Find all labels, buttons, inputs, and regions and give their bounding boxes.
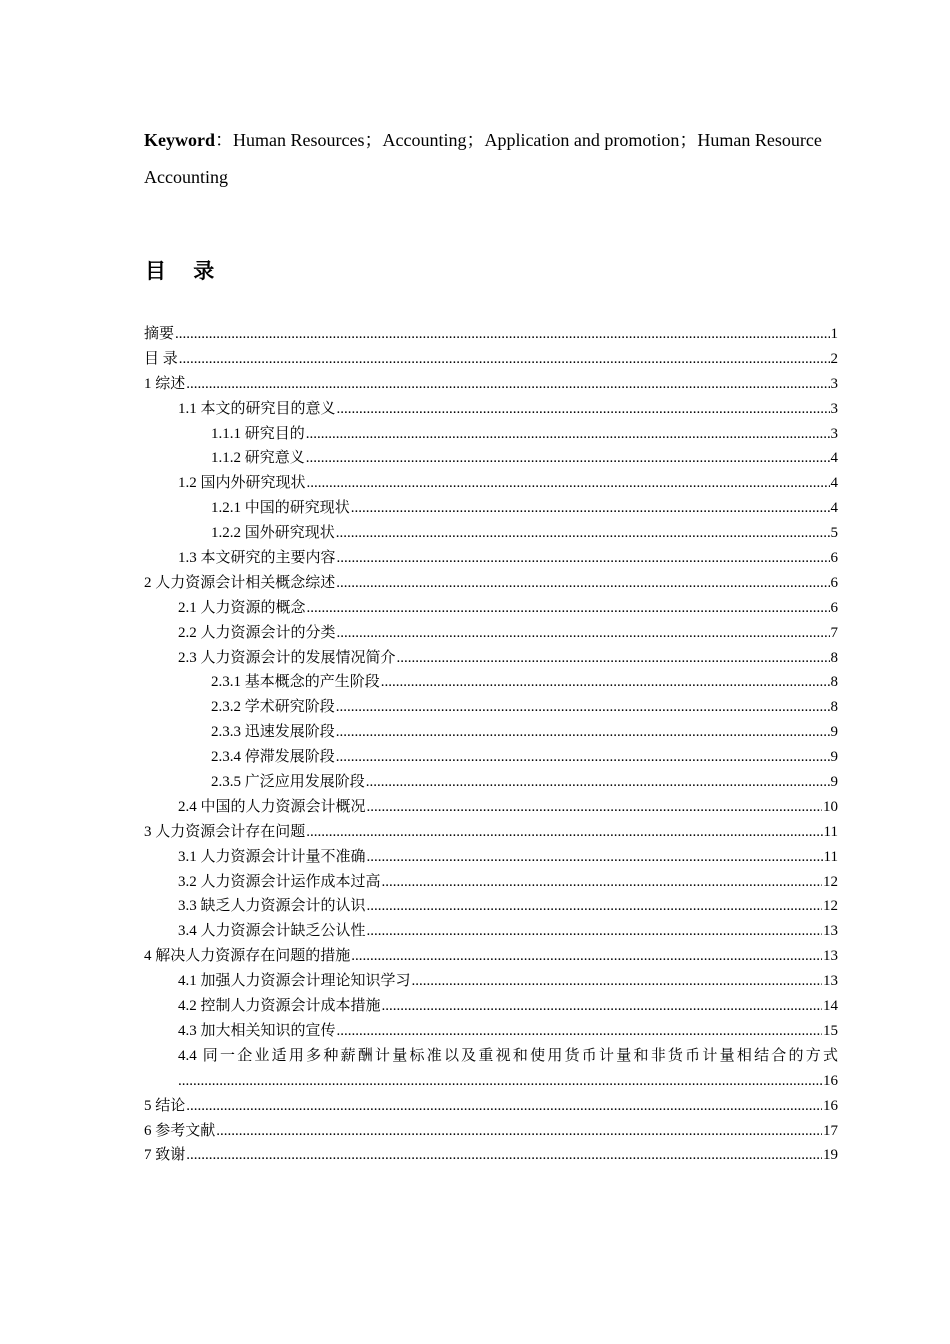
toc-entry[interactable]	[144, 397, 838, 422]
toc-leader-dots	[337, 1019, 822, 1044]
toc-entry-title[interactable]: 4.4 同一企业适用多种薪酬计量标准以及重视和使用货币计量和非货币计量相结合的方式	[178, 1047, 838, 1064]
toc-leader-dots	[367, 919, 822, 944]
toc-entry-page: 15	[823, 1022, 838, 1039]
toc-leader-dots	[367, 795, 822, 820]
toc-entry-title: 4.3 加大相关知识的宣传	[178, 1022, 336, 1039]
toc-leader-dots	[336, 745, 830, 770]
toc-entry-page: 9	[830, 724, 838, 741]
toc-leader-dots	[336, 521, 830, 546]
keyword-paragraph	[144, 122, 844, 196]
toc-entry-title: 1.3 本文研究的主要内容	[178, 550, 336, 567]
toc-leader-dots	[397, 646, 830, 671]
toc-entry-page: 6	[830, 599, 838, 616]
toc-leader-dots	[179, 347, 830, 372]
toc-entry-title: 2.3.3 迅速发展阶段	[211, 724, 335, 741]
toc-entry-title: 3.2 人力资源会计运作成本过高	[178, 873, 381, 890]
toc-entry[interactable]	[144, 720, 838, 745]
toc-entry-title: 3.1 人力资源会计计量不准确	[178, 848, 366, 865]
toc-entry-title: 1.1 本文的研究目的意义	[178, 400, 336, 417]
toc-entry-page: 2	[830, 350, 838, 367]
toc-entry-title: 6 参考文献	[144, 1122, 216, 1139]
toc-leader-dots	[175, 322, 829, 347]
toc-entry[interactable]	[144, 670, 838, 695]
toc-entry-page: 3	[830, 375, 838, 392]
toc-leader-dots	[351, 496, 830, 521]
toc-entry[interactable]	[144, 422, 838, 447]
toc-entry-page: 10	[823, 798, 838, 815]
toc-entry-page: 8	[830, 674, 838, 691]
toc-entry[interactable]	[144, 546, 838, 571]
toc-leader-dots	[186, 1143, 822, 1168]
toc-entry[interactable]	[144, 1119, 838, 1144]
toc-leader-dots	[337, 397, 830, 422]
toc-entry[interactable]	[144, 795, 838, 820]
toc-entry[interactable]	[144, 347, 838, 372]
toc-entry-page: 3	[830, 400, 838, 417]
toc-entry[interactable]	[144, 322, 838, 347]
toc-leader-dots	[351, 944, 822, 969]
toc-entry-title: 2 人力资源会计相关概念综述	[144, 574, 336, 591]
toc-entry-page: 8	[830, 649, 838, 666]
toc-heading: 目 录	[145, 259, 225, 283]
toc-entry-title: 2.3.4 停滞发展阶段	[211, 749, 335, 766]
toc-entry-title: 4.1 加强人力资源会计理论知识学习	[178, 973, 411, 990]
toc-entry-page: 16	[823, 1072, 838, 1089]
toc-entry-page: 16	[823, 1097, 838, 1114]
toc-entry-title: 1.1.2 研究意义	[211, 450, 305, 467]
toc-entry-page: 13	[823, 948, 838, 965]
toc-leader-dots	[186, 1094, 822, 1119]
toc-leader-dots	[307, 471, 830, 496]
toc-entry[interactable]	[144, 919, 838, 944]
toc-entry-page: 7	[830, 624, 838, 641]
toc-entry-page: 17	[823, 1122, 838, 1139]
toc-entry-title: 3.3 缺乏人力资源会计的认识	[178, 898, 366, 915]
toc-leader-dots	[306, 422, 830, 447]
toc-leader-dots	[306, 446, 830, 471]
table-of-contents	[144, 322, 838, 1168]
toc-entry-title: 2.2 人力资源会计的分类	[178, 624, 336, 641]
toc-entry[interactable]	[144, 496, 838, 521]
toc-leader-dots	[412, 969, 822, 994]
toc-entry[interactable]	[144, 894, 838, 919]
toc-entry-title: 1.2.2 国外研究现状	[211, 525, 335, 542]
toc-entry[interactable]	[144, 372, 838, 397]
toc-leader-dots	[186, 372, 829, 397]
toc-leader-dots	[382, 994, 822, 1019]
toc-entry-title: 2.1 人力资源的概念	[178, 599, 306, 616]
toc-entry[interactable]	[144, 820, 838, 845]
toc-entry[interactable]	[144, 969, 838, 994]
toc-entry-page: 12	[823, 898, 838, 915]
toc-entry[interactable]	[144, 1019, 838, 1044]
toc-entry[interactable]	[144, 521, 838, 546]
toc-leader-dots	[337, 546, 830, 571]
toc-entry-title: 2.3.5 广泛应用发展阶段	[211, 774, 365, 791]
toc-leader-dots	[336, 571, 829, 596]
toc-entry[interactable]	[144, 1094, 838, 1119]
toc-leader-dots	[336, 720, 830, 745]
toc-entry-title: 3.4 人力资源会计缺乏公认性	[178, 923, 366, 940]
toc-entry-page: 8	[830, 699, 838, 716]
toc-entry-page: 4	[830, 500, 838, 517]
toc-entry-title: 4.2 控制人力资源会计成本措施	[178, 998, 381, 1015]
toc-entry[interactable]	[144, 621, 838, 646]
toc-entry-title: 2.3.2 学术研究阶段	[211, 699, 335, 716]
toc-entry-page: 11	[823, 823, 838, 840]
toc-entry[interactable]	[144, 446, 838, 471]
toc-leader-dots	[306, 820, 822, 845]
toc-entry[interactable]	[144, 845, 838, 870]
toc-entry-title: 2.3 人力资源会计的发展情况简介	[178, 649, 396, 666]
toc-entry-page: 3	[830, 425, 838, 442]
toc-entry-title: 2.4 中国的人力资源会计概况	[178, 798, 366, 815]
toc-leader-dots	[337, 621, 830, 646]
toc-entry[interactable]	[144, 471, 838, 496]
toc-entry[interactable]	[144, 770, 838, 795]
toc-entry-page: 6	[830, 550, 838, 567]
toc-leader-dots	[367, 845, 823, 870]
toc-entry-title: 1.1.1 研究目的	[211, 425, 305, 442]
toc-entry[interactable]	[144, 870, 838, 895]
toc-entry[interactable]	[144, 994, 838, 1019]
toc-entry-page: 13	[823, 923, 838, 940]
toc-entry-page: 11	[823, 848, 838, 865]
keyword-text: ：Human Resources；Accounting；Application and promotion；Human Resource Accounting	[144, 130, 822, 187]
toc-leader-dots	[367, 894, 822, 919]
toc-entry-page: 14	[823, 998, 838, 1015]
toc-entry-title: 1.2.1 中国的研究现状	[211, 500, 350, 517]
toc-entry-title: 5 结论	[144, 1097, 186, 1114]
toc-entry-page: 1	[830, 326, 838, 342]
toc-leader-dots	[307, 596, 830, 621]
toc-entry-title: 目 录	[144, 350, 178, 367]
toc-entry-page: 4	[830, 475, 838, 492]
toc-leader-dots	[178, 1069, 822, 1094]
toc-entry[interactable]	[144, 596, 838, 621]
toc-entry[interactable]	[144, 571, 838, 596]
toc-entry-page: 13	[823, 973, 838, 990]
toc-entry-page: 19	[823, 1147, 838, 1164]
toc-entry[interactable]	[144, 944, 838, 969]
toc-entry[interactable]	[144, 646, 838, 671]
toc-entry[interactable]	[144, 1069, 838, 1094]
toc-leader-dots	[336, 695, 830, 720]
toc-entry[interactable]	[144, 745, 838, 770]
toc-entry-page: 9	[830, 749, 838, 766]
toc-entry-title: 3 人力资源会计存在问题	[144, 823, 306, 840]
toc-entry-title: 7 致谢	[144, 1147, 186, 1164]
toc-entry-title: 4 解决人力资源存在问题的措施	[144, 948, 351, 965]
toc-entry-page: 9	[830, 774, 838, 791]
toc-entry-page: 12	[823, 873, 838, 890]
toc-leader-dots	[366, 770, 830, 795]
toc-entry[interactable]	[144, 1143, 838, 1168]
toc-entry-title: 摘要	[144, 326, 175, 342]
toc-entry-page: 6	[830, 574, 838, 591]
toc-entry-title: 1.2 国内外研究现状	[178, 475, 306, 492]
toc-leader-dots	[216, 1119, 822, 1144]
toc-entry[interactable]	[144, 695, 838, 720]
toc-entry-title: 2.3.1 基本概念的产生阶段	[211, 674, 380, 691]
toc-leader-dots	[381, 670, 830, 695]
toc-entry-title: 1 综述	[144, 375, 186, 392]
toc-leader-dots	[382, 870, 822, 895]
keyword-label: Keyword	[144, 130, 215, 150]
toc-entry-page: 4	[830, 450, 838, 467]
toc-entry-page: 5	[830, 525, 838, 542]
